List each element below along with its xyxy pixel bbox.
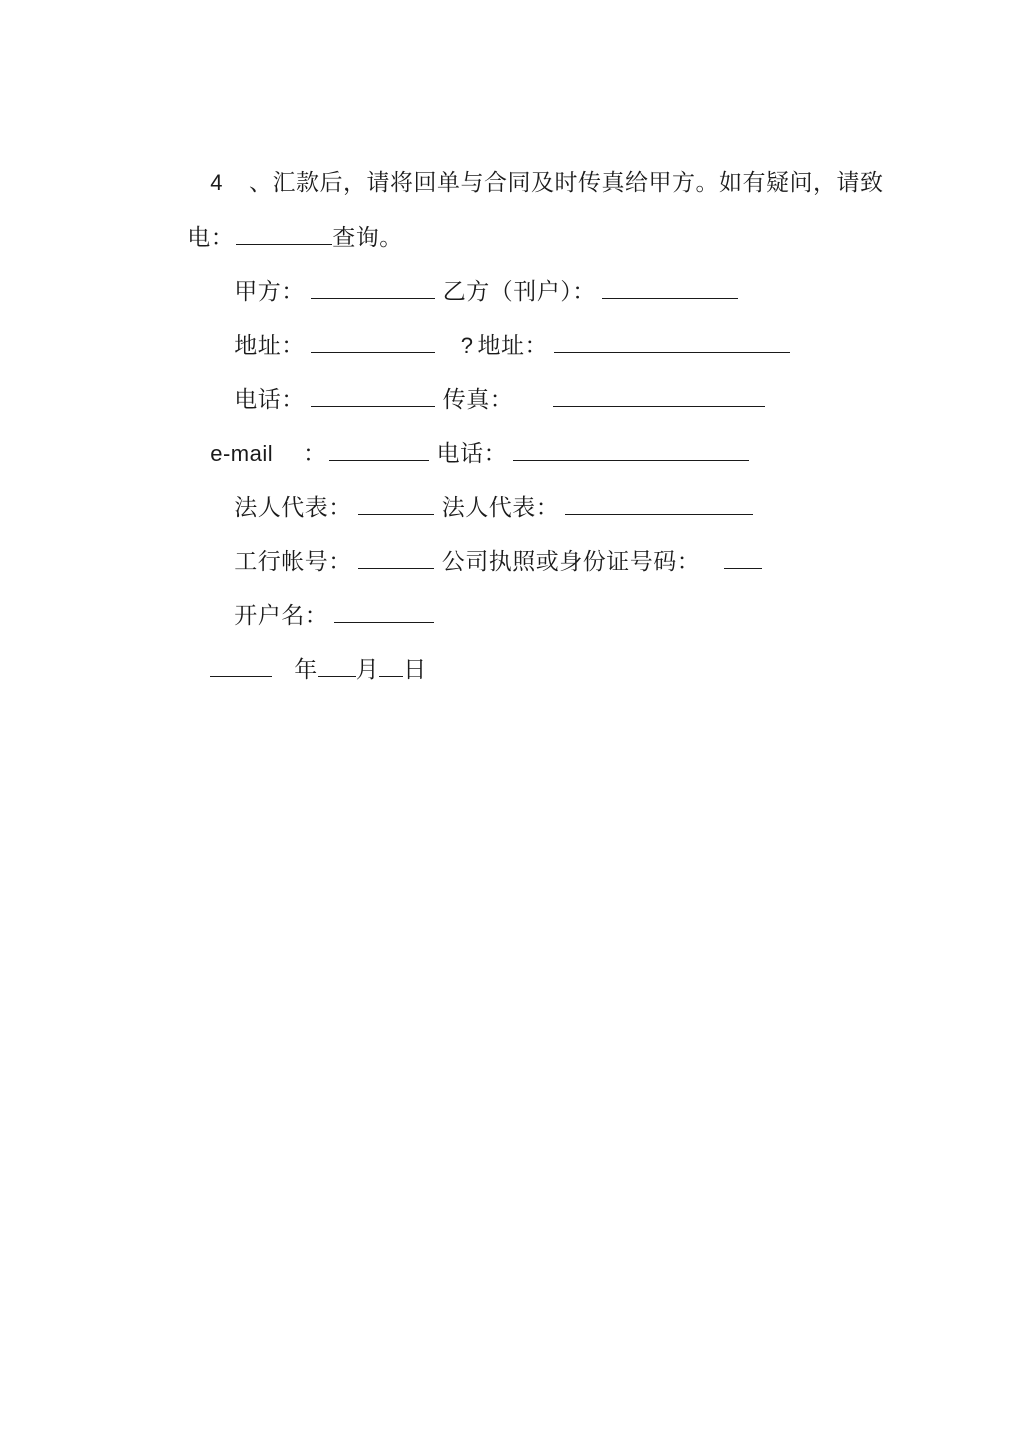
month-label: 月	[355, 657, 380, 683]
clause-text: 、汇款后，请将回单与合同及时传真给甲方。如有疑问，请致	[249, 170, 884, 196]
email-colon: ：	[303, 441, 327, 467]
email-label: e-mail	[210, 441, 274, 466]
legal-rep-a-label: 法人代表：	[234, 495, 352, 521]
address-a-blank[interactable]	[311, 330, 435, 353]
inquiry-phone-blank[interactable]	[236, 222, 332, 245]
phone-a-blank[interactable]	[311, 384, 435, 407]
year-blank[interactable]	[210, 654, 272, 677]
party-a-label: 甲方：	[234, 279, 305, 305]
license-id-blank[interactable]	[724, 546, 762, 569]
legal-rep-b-blank[interactable]	[565, 492, 753, 515]
account-name-label: 开户名：	[234, 603, 329, 629]
address-a-label: 地址：	[234, 333, 305, 359]
row-date	[179, 624, 427, 715]
legal-rep-b-label: 法人代表：	[441, 495, 560, 521]
bank-account-blank[interactable]	[358, 546, 434, 569]
phone-b-blank[interactable]	[513, 438, 749, 461]
license-id-label: 公司执照或身份证号码：	[441, 549, 701, 575]
day-blank[interactable]	[379, 654, 403, 677]
phone-b-label: 电话：	[436, 441, 508, 467]
account-name-blank[interactable]	[334, 600, 434, 623]
address-b-blank[interactable]	[554, 330, 790, 353]
email-blank[interactable]	[329, 438, 429, 461]
year-label: 年	[294, 657, 318, 683]
month-blank[interactable]	[318, 654, 356, 677]
day-label: 日	[403, 657, 427, 683]
fax-b-blank[interactable]	[553, 384, 765, 407]
phone-prefix: 电：	[187, 225, 235, 251]
fax-b-label: 传真：	[442, 387, 514, 413]
bank-account-label: 工行帐号：	[234, 549, 352, 575]
party-b-label: 乙方（刊户）：	[442, 279, 596, 305]
party-a-blank[interactable]	[311, 276, 435, 299]
address-b-label: 地址：	[477, 333, 548, 359]
clause-number: 4	[210, 170, 223, 195]
party-b-blank[interactable]	[602, 276, 738, 299]
legal-rep-a-blank[interactable]	[358, 492, 434, 515]
address-b-mark: ?	[460, 333, 474, 358]
phone-a-label: 电话：	[234, 387, 305, 413]
inquiry-suffix: 查询。	[332, 225, 403, 251]
